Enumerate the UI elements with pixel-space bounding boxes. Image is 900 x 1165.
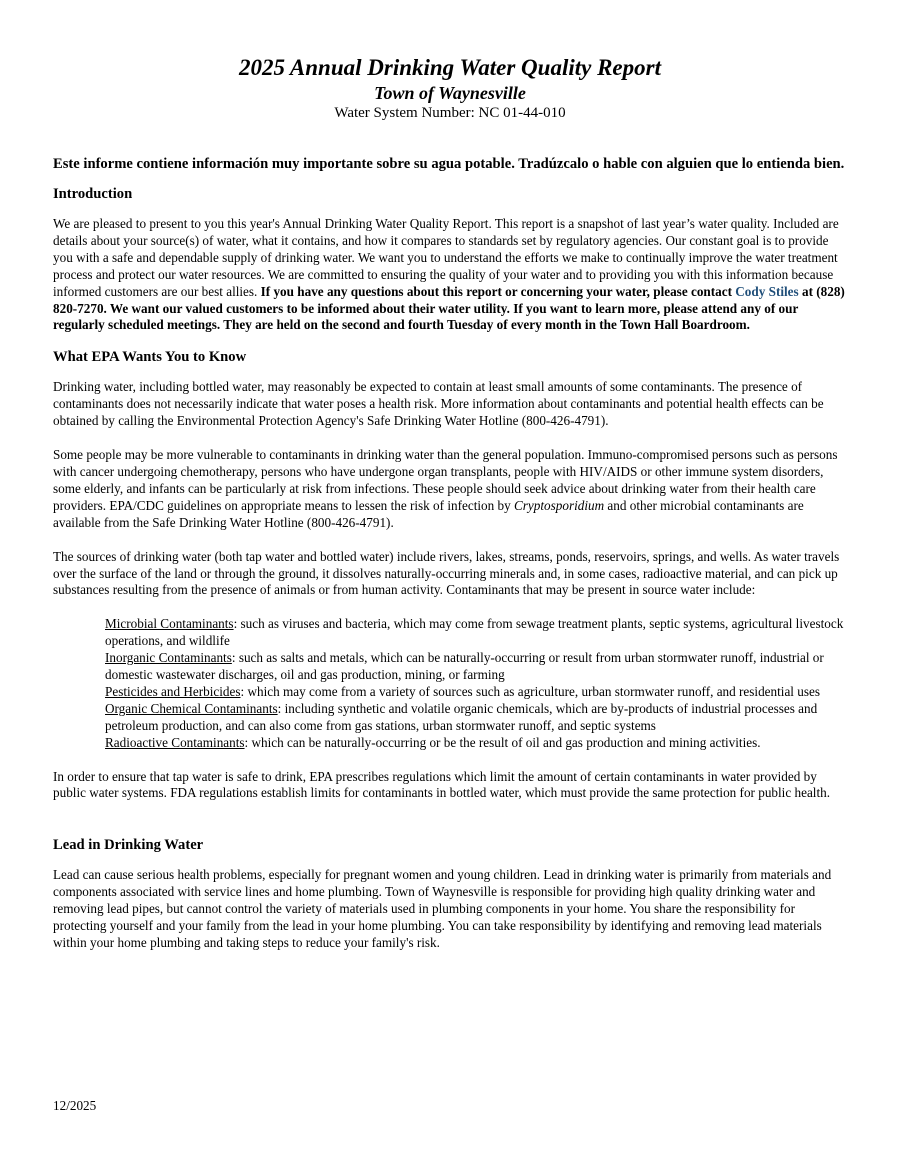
list-item: [105, 616, 849, 650]
contaminant-desc: : such as salts and metals, which can be naturally-occurring or result from urban stormwater runoff, industrial or domestic wastewater discharges, oil and gas production, mining, or farming: [105, 650, 824, 683]
report-header: [0, 54, 900, 123]
epa-paragraph-2-text: Some people may be more vulnerable to contaminants in drinking water than the general population. Immuno-compromised persons such as persons with cancer undergoing chemotherapy, persons who have undergone organ transplants, people with HIV/AIDS or other immune system disorders, some elderly, and infants can be particularly at risk from infections. These people should seek advice about drinking water from their health care providers. EPA/CDC guidelines on appropriate means to lessen the risk of infection by: [53, 447, 838, 513]
contaminant-term: Pesticides and Herbicides: [105, 683, 241, 699]
contaminant-desc: : which can be naturally-occurring or be the result of oil and gas production and mining activities.: [244, 734, 761, 750]
contaminant-term: Microbial Contaminants: [105, 616, 234, 632]
list-item: [105, 684, 849, 701]
epa-paragraph-3: The sources of drinking water (both tap water and bottled water) include rivers, lakes, streams, ponds, reservoirs, springs, and wells. As water travels over the surface of the land or through the ground, it dissolves naturally-occurring minerals and, in some cases, radioactive material, and can pick up substances resulting from the presence of animals or from human activity. Contaminants that may be present in source water include:: [53, 548, 840, 598]
footer-date: 12/2025: [53, 1098, 97, 1113]
contaminant-term: Radioactive Contaminants: [105, 734, 245, 750]
lead-heading: Lead in Drinking Water: [53, 837, 204, 854]
list-item: [105, 701, 849, 735]
epa-heading: What EPA Wants You to Know: [53, 349, 247, 366]
contaminant-term: Inorganic Contaminants: [105, 650, 232, 666]
epa-paragraph-4: In order to ensure that tap water is safe to drink, EPA prescribes regulations which limit the amount of certain contaminants in water provided by public water systems. FDA regulations establish limits for contaminants in bottled water, which must provide the same protection for public health.: [53, 768, 831, 801]
epa-paragraph-1: Drinking water, including bottled water, may reasonably be expected to contain at least small amounts of some contaminants. The presence of contaminants does not necessarily indicate that water poses a health risk. More information about contaminants and potential health effects can be obtained by calling the Environmental Protection Agency's Safe Drinking Water Hotline (800-426-4791).: [53, 379, 824, 429]
report-subtitle: Town of Waynesville: [374, 83, 526, 103]
contaminant-desc: : which may come from a variety of sources such as agriculture, urban stormwater runoff, and residential uses: [240, 683, 820, 699]
contaminant-desc: : such as viruses and bacteria, which may come from sewage treatment plants, septic systems, agricultural livestock operations, and wildlife: [105, 616, 844, 649]
lead-paragraph: Lead can cause serious health problems, especially for pregnant women and young children. Lead in drinking water is primarily from materials and components associated with service lines and home plumbing. Town of Waynesville is responsible for providing high quality drinking water and removing lead pipes, but cannot control the variety of materials used in plumbing components in your home. You share the responsibility for protecting yourself and your family from the lead in your home plumbing. You can take responsibility by identifying and removing lead materials within your home plumbing and taking steps to reduce your family's risk.: [53, 867, 832, 950]
contact-lead-text: If you have any questions about this report or concerning your water, please contact: [260, 283, 736, 299]
contaminant-term: Organic Chemical Contaminants: [105, 700, 278, 716]
contact-name: Cody Stiles: [735, 283, 799, 299]
cryptosporidium-term: Cryptosporidium: [514, 497, 605, 513]
list-item: [105, 650, 849, 684]
report-title: 2025 Annual Drinking Water Quality Report: [239, 55, 661, 80]
contact-tail-text: at (828) 820-7270. We want our valued customers to be informed about their water utility. If you want to learn more, please attend any of our regularly scheduled meetings. They are held on the second and fourth Tuesday of every month in the Town Hall Boardroom.: [53, 283, 845, 333]
introduction-paragraph: [53, 216, 849, 334]
introduction-text: We are pleased to present to you this year's Annual Drinking Water Quality Report. This report is a snapshot of last year’s water quality. Included are details about your source(s) of water, what it contains, and how it compares to standards set by regulatory agencies. Our constant goal is to provide you with a safe and dependable supply of drinking water. We want you to understand the efforts we make to continually improve the water treatment process and protect our water resources. We are committed to ensuring the quality of your water and to providing you with this information because informed customers are our best allies.: [53, 216, 839, 299]
epa-paragraph-2-tail: and other microbial contaminants are available from the Safe Drinking Water Hotline (800-426-4791).: [53, 497, 804, 530]
contaminants-list: [105, 616, 849, 751]
spanish-notice: Este informe contiene información muy importante sobre su agua potable. Tradúzcalo o hable con alguien que lo entienda bien.: [53, 156, 845, 172]
epa-paragraph-2: [53, 447, 849, 532]
list-item: [105, 735, 849, 752]
introduction-heading: Introduction: [53, 186, 133, 202]
contaminant-desc: : including synthetic and volatile organic chemicals, which are by-products of industrial processes and petroleum production, and can also come from gas stations, urban stormwater runoff, and septic systems: [105, 700, 818, 733]
report-body: [53, 154, 849, 952]
water-system-number: Water System Number: NC 01-44-010: [334, 105, 566, 121]
